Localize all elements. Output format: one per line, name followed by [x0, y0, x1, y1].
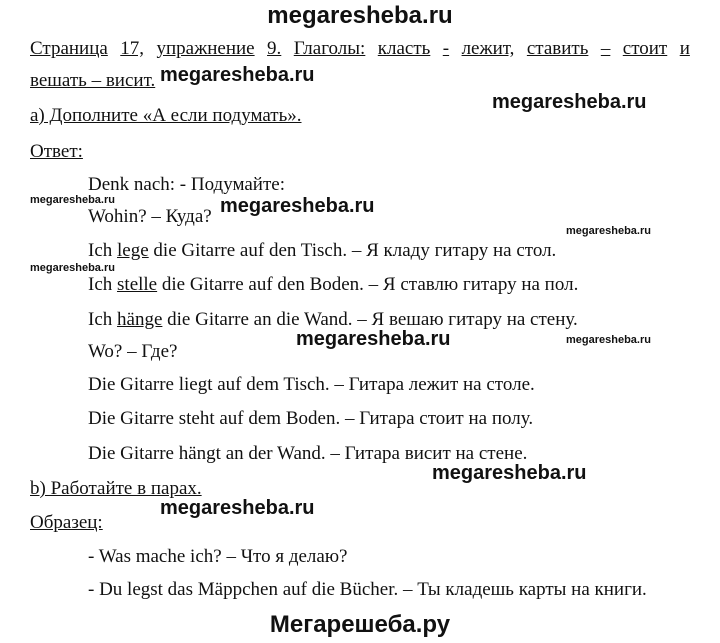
exercise-title	[30, 38, 690, 92]
watermark-small-right-2: megaresheba.ru	[566, 334, 651, 346]
title-line-1	[30, 38, 690, 60]
watermark-small-right-1: megaresheba.ru	[566, 225, 651, 237]
watermark-after-title: megaresheba.ru	[160, 64, 315, 86]
title-word: лежит,	[461, 38, 515, 59]
watermark-right-top: megaresheba.ru	[492, 91, 647, 113]
verb-lege: lege	[117, 240, 149, 261]
line-denk-nach: Denk nach: - Подумайте:	[88, 174, 285, 195]
watermark-mid-4: megaresheba.ru	[160, 497, 315, 519]
title-line-2: вешать – висит.	[30, 70, 156, 91]
title-word: 9.	[267, 38, 282, 59]
stelle-post: die Gitarre auf den Boden. – Я ставлю гитару на пол.	[157, 274, 579, 295]
title-word: ставить	[526, 38, 589, 59]
title-word: 17,	[120, 38, 145, 59]
title-word: класть	[377, 38, 431, 59]
line-ich-lege	[88, 240, 556, 262]
sample-question: - Was mache ich? – Что я делаю?	[88, 546, 348, 567]
line-liegt: Die Gitarre liegt auf dem Tisch. – Гитара лежит на столе.	[88, 374, 535, 395]
title-word: Страница	[30, 38, 108, 59]
stelle-pre: Ich	[88, 274, 118, 295]
title-word: -	[442, 38, 450, 59]
haenge-post: die Gitarre an die Wand. – Я вешаю гитару на стену.	[162, 309, 578, 330]
haenge-pre: Ich	[88, 309, 118, 330]
title-word: –	[600, 38, 611, 59]
lege-pre: Ich	[88, 240, 118, 261]
watermark-small-left-2: megaresheba.ru	[30, 262, 115, 274]
watermark-mid-3: megaresheba.ru	[432, 462, 587, 484]
line-wohin: Wohin? – Куда?	[88, 206, 212, 227]
sample-label: Образец:	[30, 512, 103, 533]
answer-label: Ответ:	[30, 141, 83, 162]
title-word: стоит	[622, 38, 668, 59]
verb-haenge: hänge	[117, 309, 163, 330]
line-steht: Die Gitarre steht auf dem Boden. – Гитара стоит на полу.	[88, 408, 534, 429]
line-haengt: Die Gitarre hängt an der Wand. – Гитара висит на стене.	[88, 443, 528, 464]
title-word: Глаголы:	[293, 38, 366, 59]
line-ich-stelle	[88, 274, 578, 296]
lege-post: die Gitarre auf den Tisch. – Я кладу гитару на стол.	[148, 240, 557, 261]
header-watermark: megaresheba.ru	[267, 2, 453, 29]
title-word: и	[679, 38, 690, 59]
verb-stelle: stelle	[117, 274, 158, 295]
watermark-mid-2: megaresheba.ru	[296, 328, 451, 350]
sample-answer: - Du legst das Mäppchen auf die Bücher. – Ты кладешь карты на книги.	[88, 579, 647, 600]
section-b-heading: b) Работайте в парах.	[30, 478, 202, 499]
line-wo: Wo? – Где?	[88, 341, 178, 362]
title-word: упражнение	[156, 38, 255, 59]
watermark-small-left-1: megaresheba.ru	[30, 194, 115, 206]
footer-watermark: Мегарешеба.ру	[269, 611, 451, 638]
section-a-heading: a) Дополните «А если подумать».	[30, 105, 302, 126]
watermark-mid-1: megaresheba.ru	[220, 195, 375, 217]
